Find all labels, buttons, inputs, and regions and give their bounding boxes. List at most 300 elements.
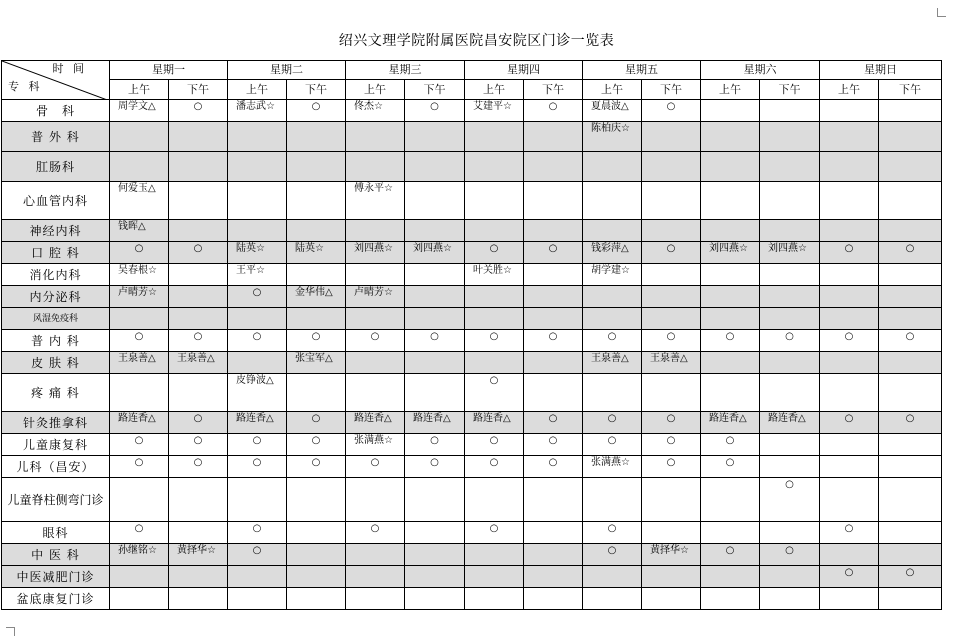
schedule-cell: 路连香△ [701, 412, 760, 434]
department-name: 风湿免疫科 [2, 308, 110, 330]
schedule-cell [879, 374, 942, 412]
day-header: 星期六 [701, 61, 820, 80]
pm-header: 下午 [169, 80, 228, 100]
schedule-cell [287, 588, 346, 610]
schedule-cell: 路连香△ [110, 412, 169, 434]
schedule-cell [524, 152, 583, 182]
schedule-cell [583, 182, 642, 220]
schedule-cell [169, 122, 228, 152]
schedule-cell: ○ [820, 242, 879, 264]
schedule-cell: ○ [701, 544, 760, 566]
schedule-cell [287, 522, 346, 544]
schedule-row [2, 522, 942, 544]
page-corner-mark [6, 627, 15, 636]
schedule-cell [465, 182, 524, 220]
schedule-cell: 路连香△ [228, 412, 287, 434]
schedule-cell: 钱晖△ [110, 220, 169, 242]
schedule-cell: 张满燕☆ [583, 456, 642, 478]
schedule-cell [346, 152, 405, 182]
schedule-cell [169, 308, 228, 330]
schedule-row [2, 434, 942, 456]
schedule-cell: 路连香△ [465, 412, 524, 434]
schedule-cell [524, 286, 583, 308]
pm-header: 下午 [287, 80, 346, 100]
schedule-cell [642, 588, 701, 610]
schedule-cell [228, 352, 287, 374]
schedule-cell: ○ [287, 100, 346, 122]
schedule-cell: ○ [110, 456, 169, 478]
schedule-cell [228, 152, 287, 182]
schedule-cell: ○ [879, 412, 942, 434]
schedule-cell [405, 566, 465, 588]
schedule-cell: ○ [228, 456, 287, 478]
schedule-cell: ○ [583, 544, 642, 566]
schedule-cell: ○ [642, 412, 701, 434]
schedule-cell [524, 264, 583, 286]
schedule-cell [346, 566, 405, 588]
schedule-cell: ○ [465, 330, 524, 352]
schedule-cell [169, 478, 228, 522]
schedule-cell [701, 152, 760, 182]
schedule-cell [524, 478, 583, 522]
schedule-cell [642, 220, 701, 242]
schedule-cell [465, 152, 524, 182]
schedule-cell [760, 352, 820, 374]
department-name: 口 腔 科 [2, 242, 110, 264]
schedule-cell: 路连香△ [405, 412, 465, 434]
schedule-cell [405, 588, 465, 610]
department-name: 中 医 科 [2, 544, 110, 566]
day-header: 星期日 [820, 61, 942, 80]
schedule-cell: 王泉善△ [642, 352, 701, 374]
schedule-cell: ○ [169, 456, 228, 478]
department-name: 针灸推拿科 [2, 412, 110, 434]
schedule-cell [820, 264, 879, 286]
schedule-cell: 孙继铭☆ [110, 544, 169, 566]
schedule-cell [169, 374, 228, 412]
schedule-cell [110, 478, 169, 522]
dept-label: 专 科 [8, 80, 43, 93]
schedule-cell [760, 152, 820, 182]
schedule-row [2, 330, 942, 352]
schedule-cell: ○ [879, 242, 942, 264]
schedule-cell: ○ [524, 434, 583, 456]
schedule-cell [642, 478, 701, 522]
schedule-cell [287, 544, 346, 566]
schedule-cell [701, 308, 760, 330]
schedule-cell [820, 456, 879, 478]
schedule-cell: ○ [583, 434, 642, 456]
schedule-cell [820, 308, 879, 330]
schedule-cell [879, 220, 942, 242]
schedule-cell [346, 352, 405, 374]
schedule-cell: ○ [405, 100, 465, 122]
schedule-cell [110, 122, 169, 152]
schedule-cell [524, 352, 583, 374]
schedule-cell: ○ [287, 434, 346, 456]
schedule-cell [701, 588, 760, 610]
schedule-cell [524, 566, 583, 588]
schedule-cell [820, 544, 879, 566]
schedule-cell: ○ [110, 330, 169, 352]
day-header: 星期三 [346, 61, 465, 80]
schedule-cell: ○ [879, 566, 942, 588]
schedule-cell [405, 308, 465, 330]
schedule-cell [701, 478, 760, 522]
department-name: 神经内科 [2, 220, 110, 242]
schedule-cell [346, 220, 405, 242]
schedule-cell [879, 122, 942, 152]
schedule-cell: 王泉善△ [110, 352, 169, 374]
schedule-cell: ○ [583, 522, 642, 544]
schedule-cell [405, 478, 465, 522]
schedule-cell [110, 308, 169, 330]
schedule-cell [287, 182, 346, 220]
schedule-cell: ○ [465, 456, 524, 478]
schedule-cell: ○ [524, 456, 583, 478]
schedule-cell: 周学文△ [110, 100, 169, 122]
schedule-row [2, 588, 942, 610]
schedule-cell: ○ [760, 330, 820, 352]
schedule-cell [820, 588, 879, 610]
schedule-cell [760, 220, 820, 242]
schedule-cell [287, 478, 346, 522]
schedule-cell: 何爱玉△ [110, 182, 169, 220]
schedule-row [2, 308, 942, 330]
schedule-cell: ○ [228, 330, 287, 352]
schedule-cell [701, 522, 760, 544]
schedule-cell [879, 152, 942, 182]
schedule-cell [405, 220, 465, 242]
schedule-cell [879, 264, 942, 286]
schedule-cell [820, 152, 879, 182]
schedule-cell [879, 100, 942, 122]
schedule-cell [879, 352, 942, 374]
am-header: 上午 [110, 80, 169, 100]
schedule-cell: 卢晴芳☆ [346, 286, 405, 308]
am-header: 上午 [465, 80, 524, 100]
schedule-cell: ○ [169, 242, 228, 264]
schedule-cell: 陆英☆ [287, 242, 346, 264]
schedule-cell [760, 100, 820, 122]
schedule-cell [228, 478, 287, 522]
schedule-cell [820, 122, 879, 152]
schedule-cell [820, 434, 879, 456]
pm-header: 下午 [524, 80, 583, 100]
schedule-cell [346, 308, 405, 330]
schedule-cell: 夏晨波△ [583, 100, 642, 122]
department-name: 眼科 [2, 522, 110, 544]
schedule-cell [228, 122, 287, 152]
schedule-cell [760, 122, 820, 152]
schedule-row [2, 220, 942, 242]
schedule-cell: ○ [405, 456, 465, 478]
schedule-cell [169, 220, 228, 242]
schedule-cell [820, 352, 879, 374]
schedule-cell [701, 352, 760, 374]
schedule-cell [879, 434, 942, 456]
schedule-cell [583, 152, 642, 182]
schedule-cell [110, 152, 169, 182]
schedule-cell [228, 588, 287, 610]
schedule-cell: ○ [465, 522, 524, 544]
department-name: 儿童脊柱侧弯门诊 [2, 478, 110, 522]
schedule-cell [524, 182, 583, 220]
schedule-cell: ○ [642, 434, 701, 456]
schedule-cell [583, 286, 642, 308]
schedule-cell: 刘四燕☆ [405, 242, 465, 264]
schedule-cell [405, 522, 465, 544]
schedule-cell: ○ [287, 330, 346, 352]
department-name: 骨 科 [2, 100, 110, 122]
schedule-cell [287, 220, 346, 242]
schedule-cell: 佟杰☆ [346, 100, 405, 122]
schedule-cell [287, 122, 346, 152]
schedule-cell [346, 588, 405, 610]
schedule-cell [405, 374, 465, 412]
schedule-cell [405, 286, 465, 308]
schedule-cell: 刘四燕☆ [701, 242, 760, 264]
schedule-cell: 叶关胜☆ [465, 264, 524, 286]
day-header: 星期四 [465, 61, 583, 80]
schedule-cell: ○ [169, 412, 228, 434]
schedule-row [2, 182, 942, 220]
schedule-cell [287, 374, 346, 412]
schedule-cell [642, 122, 701, 152]
schedule-cell [465, 220, 524, 242]
schedule-row [2, 264, 942, 286]
schedule-cell [879, 478, 942, 522]
schedule-cell [642, 152, 701, 182]
am-header: 上午 [701, 80, 760, 100]
am-header: 上午 [346, 80, 405, 100]
schedule-cell [465, 286, 524, 308]
department-name: 普 内 科 [2, 330, 110, 352]
schedule-row [2, 374, 942, 412]
schedule-cell [701, 220, 760, 242]
schedule-cell: ○ [346, 330, 405, 352]
schedule-cell [465, 588, 524, 610]
schedule-cell: 艾建平☆ [465, 100, 524, 122]
schedule-cell [820, 286, 879, 308]
pm-header: 下午 [642, 80, 701, 100]
schedule-cell: ○ [228, 286, 287, 308]
schedule-cell [879, 588, 942, 610]
schedule-cell [405, 352, 465, 374]
department-name: 内分泌科 [2, 286, 110, 308]
schedule-cell: ○ [169, 330, 228, 352]
schedule-cell [820, 478, 879, 522]
schedule-cell: ○ [110, 522, 169, 544]
schedule-cell [465, 478, 524, 522]
schedule-cell [760, 588, 820, 610]
schedule-cell: 皮铮波△ [228, 374, 287, 412]
schedule-cell [879, 182, 942, 220]
schedule-cell [524, 374, 583, 412]
schedule-cell [228, 220, 287, 242]
schedule-cell: ○ [346, 522, 405, 544]
schedule-cell [465, 566, 524, 588]
schedule-cell: 陈柏庆☆ [583, 122, 642, 152]
schedule-cell: 王平☆ [228, 264, 287, 286]
schedule-cell: ○ [287, 412, 346, 434]
schedule-cell [879, 456, 942, 478]
schedule-cell: 卢晴芳☆ [110, 286, 169, 308]
schedule-cell [287, 308, 346, 330]
day-header: 星期五 [583, 61, 701, 80]
schedule-cell [169, 182, 228, 220]
schedule-cell [465, 308, 524, 330]
schedule-row [2, 100, 942, 122]
schedule-cell [169, 264, 228, 286]
schedule-cell [524, 544, 583, 566]
schedule-cell [287, 152, 346, 182]
schedule-cell: 潘志武☆ [228, 100, 287, 122]
schedule-cell: 刘四燕☆ [760, 242, 820, 264]
schedule-cell [820, 182, 879, 220]
schedule-cell [642, 374, 701, 412]
schedule-cell [820, 374, 879, 412]
schedule-cell: ○ [346, 456, 405, 478]
schedule-cell [583, 220, 642, 242]
schedule-row [2, 122, 942, 152]
schedule-cell [169, 286, 228, 308]
pm-header: 下午 [760, 80, 820, 100]
schedule-row [2, 412, 942, 434]
schedule-cell [346, 374, 405, 412]
schedule-cell: ○ [701, 330, 760, 352]
department-name: 肛肠科 [2, 152, 110, 182]
schedule-cell [465, 122, 524, 152]
schedule-cell [701, 182, 760, 220]
schedule-cell: ○ [465, 434, 524, 456]
schedule-row [2, 152, 942, 182]
schedule-cell [110, 588, 169, 610]
schedule-cell: ○ [701, 456, 760, 478]
schedule-cell: 傅永平☆ [346, 182, 405, 220]
schedule-cell [760, 264, 820, 286]
schedule-cell: ○ [465, 374, 524, 412]
schedule-cell [465, 544, 524, 566]
schedule-cell [583, 588, 642, 610]
day-header: 星期二 [228, 61, 346, 80]
schedule-cell [346, 544, 405, 566]
schedule-cell: ○ [760, 478, 820, 522]
schedule-cell [820, 220, 879, 242]
page-corner-mark [937, 8, 946, 17]
schedule-cell [169, 588, 228, 610]
schedule-cell: 黄择华☆ [642, 544, 701, 566]
schedule-cell [287, 566, 346, 588]
schedule-row [2, 352, 942, 374]
schedule-cell [110, 374, 169, 412]
schedule-cell [642, 264, 701, 286]
schedule-cell: 刘四燕☆ [346, 242, 405, 264]
schedule-cell: 金华伟△ [287, 286, 346, 308]
schedule-cell [701, 286, 760, 308]
pm-header: 下午 [879, 80, 942, 100]
schedule-cell [760, 182, 820, 220]
schedule-cell [346, 122, 405, 152]
department-name: 心血管内科 [2, 182, 110, 220]
schedule-cell [642, 566, 701, 588]
schedule-cell: ○ [760, 544, 820, 566]
schedule-cell [879, 308, 942, 330]
schedule-cell: ○ [110, 434, 169, 456]
schedule-cell [228, 566, 287, 588]
schedule-cell: ○ [169, 100, 228, 122]
schedule-cell [524, 588, 583, 610]
schedule-cell: ○ [820, 522, 879, 544]
document-title: 绍兴文理学院附属医院昌安院区门诊一览表 [338, 33, 615, 49]
schedule-cell [879, 286, 942, 308]
schedule-cell [524, 308, 583, 330]
department-name: 消化内科 [2, 264, 110, 286]
day-header-row [2, 61, 942, 80]
schedule-cell [228, 308, 287, 330]
schedule-cell: ○ [701, 434, 760, 456]
schedule-cell: ○ [583, 330, 642, 352]
schedule-cell [169, 522, 228, 544]
schedule-cell [169, 566, 228, 588]
schedule-cell [405, 544, 465, 566]
schedule-cell: 吴春根☆ [110, 264, 169, 286]
schedule-cell [760, 286, 820, 308]
half-day-header-row [2, 80, 942, 100]
schedule-cell [524, 122, 583, 152]
department-name: 儿科（昌安） [2, 456, 110, 478]
schedule-cell [169, 152, 228, 182]
schedule-cell [760, 456, 820, 478]
schedule-cell [583, 374, 642, 412]
schedule-cell [642, 286, 701, 308]
schedule-cell: ○ [642, 456, 701, 478]
schedule-cell: ○ [169, 434, 228, 456]
schedule-cell [701, 122, 760, 152]
schedule-table [1, 60, 942, 610]
schedule-cell: ○ [879, 330, 942, 352]
schedule-cell [642, 308, 701, 330]
schedule-cell: ○ [820, 566, 879, 588]
schedule-cell [583, 566, 642, 588]
schedule-cell [583, 308, 642, 330]
schedule-row [2, 456, 942, 478]
schedule-cell: 张满燕☆ [346, 434, 405, 456]
schedule-cell: ○ [228, 522, 287, 544]
schedule-cell: ○ [583, 412, 642, 434]
schedule-cell [287, 264, 346, 286]
schedule-cell [405, 264, 465, 286]
schedule-cell [642, 522, 701, 544]
schedule-cell: ○ [524, 242, 583, 264]
schedule-cell: ○ [465, 242, 524, 264]
schedule-cell: 钱彩萍△ [583, 242, 642, 264]
schedule-cell: ○ [405, 434, 465, 456]
schedule-cell: 胡学建☆ [583, 264, 642, 286]
schedule-cell [879, 522, 942, 544]
schedule-cell [642, 182, 701, 220]
schedule-cell: ○ [287, 456, 346, 478]
schedule-cell: 王泉善△ [583, 352, 642, 374]
schedule-cell [405, 122, 465, 152]
schedule-cell: ○ [524, 412, 583, 434]
schedule-cell [879, 544, 942, 566]
schedule-cell [405, 152, 465, 182]
schedule-row [2, 478, 942, 522]
schedule-cell [346, 478, 405, 522]
pm-header: 下午 [405, 80, 465, 100]
schedule-cell: 路连香△ [760, 412, 820, 434]
